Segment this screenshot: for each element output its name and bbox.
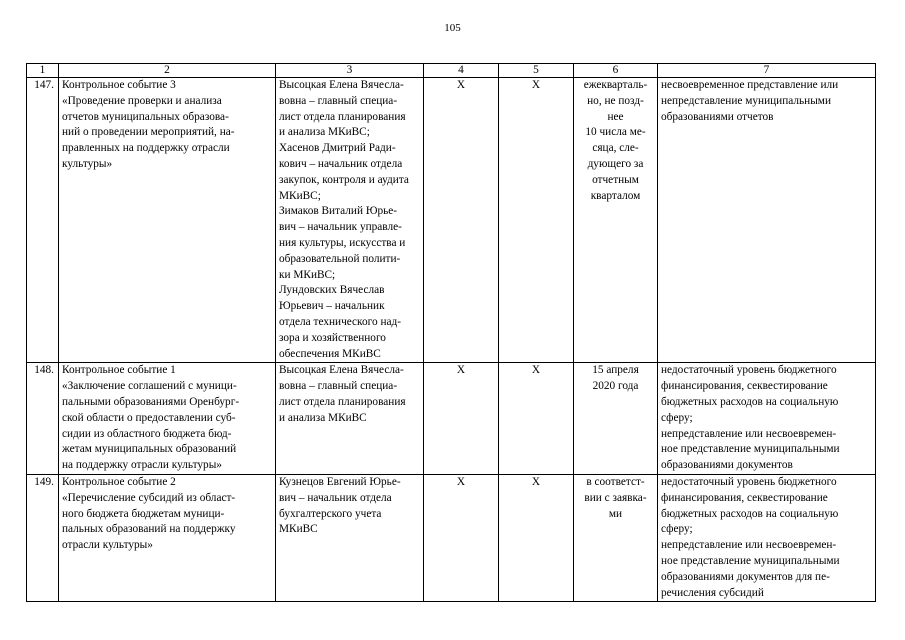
column-header: 7 xyxy=(658,64,876,78)
event-cell: Контрольное событие 3 «Проведение проверки и анализа отчетов муниципальных образова- ний о проведении мероприятий, на- правленных на поддержку отрасли культуры» xyxy=(59,78,276,363)
event-cell: Контрольное событие 1 «Заключение соглашений с муници- пальными образованиями Оренбург- ской области о предоставлении суб- сидии из областного бюджета бюд- жетам муниципальных образований на поддержку отрасли культуры» xyxy=(59,363,276,475)
column-header: 2 xyxy=(59,64,276,78)
deadline-cell: 15 апреля 2020 года xyxy=(574,363,658,475)
page-number: 105 xyxy=(444,22,461,34)
event-cell: Контрольное событие 2 «Перечисление субсидий из област- ного бюджета бюджетам муници- пальных образований на поддержку отрасли культуры» xyxy=(59,474,276,601)
responsible-cell: Высоцкая Елена Вячесла- вовна – главный специа- лист отдела планирования и анализа МКиВС; Хасенов Дмитрий Ради- кович – начальник отдела закупок, контроля и аудита МКиВС; Зимаков Виталий Юрье- вич – начальник управле- ния культуры, искусства и образовательной полити- ки МКиВС; Лундовских Вячеслав Юрьевич – начальник отдела технического над- зора и хозяйственного обеспечения МКиВС xyxy=(276,78,424,363)
column-header: 3 xyxy=(276,64,424,78)
table-row xyxy=(27,474,876,601)
table-row xyxy=(27,78,876,363)
column-4-cell: X xyxy=(424,78,499,363)
responsible-cell: Кузнецов Евгений Юрье- вич – начальник отдела бухгалтерского учета МКиВС xyxy=(276,474,424,601)
control-events-table xyxy=(26,63,876,602)
deadline-cell: ежекварталь- но, не позд- нее 10 числа ме- сяца, сле- дующего за отчетным кварталом xyxy=(574,78,658,363)
responsible-cell: Высоцкая Елена Вячесла- вовна – главный специа- лист отдела планирования и анализа МКиВС xyxy=(276,363,424,475)
column-header: 1 xyxy=(27,64,59,78)
column-header: 6 xyxy=(574,64,658,78)
column-header: 5 xyxy=(499,64,574,78)
header-row xyxy=(27,64,876,78)
deadline-cell: в соответст- вии с заявка- ми xyxy=(574,474,658,601)
risk-cell: недостаточный уровень бюджетного финансирования, секвестирование бюджетных расходов на социальную сферу; непредставление или несвоевремен- ное представление муниципальными образованиями документов для пе- речисления субсидий xyxy=(658,474,876,601)
risk-cell: недостаточный уровень бюджетного финансирования, секвестирование бюджетных расходов на социальную сферу; непредставление или несвоевремен- ное представление муниципальными образованиями документов xyxy=(658,363,876,475)
column-5-cell: X xyxy=(499,363,574,475)
column-4-cell: X xyxy=(424,474,499,601)
row-number: 148. xyxy=(27,363,59,475)
column-4-cell: X xyxy=(424,363,499,475)
table-row xyxy=(27,363,876,475)
row-number: 149. xyxy=(27,474,59,601)
risk-cell: несвоевременное представление или непредставление муниципальными образованиями отчетов xyxy=(658,78,876,363)
column-5-cell: X xyxy=(499,78,574,363)
column-header: 4 xyxy=(424,64,499,78)
column-5-cell: X xyxy=(499,474,574,601)
row-number: 147. xyxy=(27,78,59,363)
